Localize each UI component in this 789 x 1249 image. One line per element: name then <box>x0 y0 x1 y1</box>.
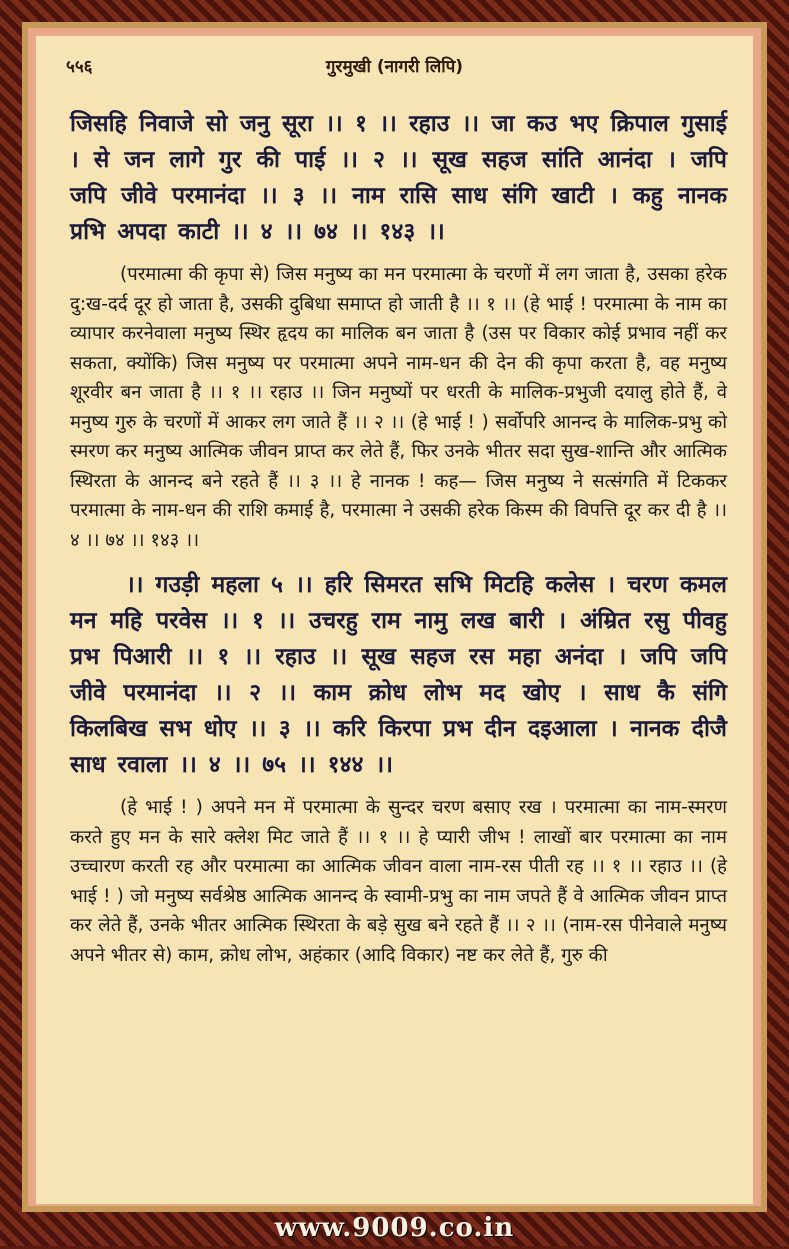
page-header <box>66 54 723 78</box>
page-content <box>70 106 727 982</box>
verse-block-2: ।। गउड़ी महला ५ ।। हरि सिमरत सभि मिटहि कलेस । चरण कमल मन महि परवेस ।। १ ।। उचरहु राम नामु लख बारी । अंम्रित रसु पीवहु प्रभ पिआरी ।। १ ।। रहाउ ।। सूख सहज रस महा अनंदा । जपि जपि जीवे परमानंदा ।। २ ।। काम क्रोध लोभ मद खोए । साध कै संगि किलबिख सभ धोए ।। ३ ।। करि किरपा प्रभ दीन दइआला । नानक दीजै साध रवाला ।। ४ ।। ७५ ।। १४४ ।। <box>70 572 727 778</box>
page-title: गुरमुखी (नागरी लिपि) <box>325 57 464 77</box>
meaning-block-2: (हे भाई ! ) अपने मन में परमात्मा के सुन्दर चरण बसाए रख । परमात्मा का नाम-स्मरण करते हुए मन के सारे क्लेश मिट जाते हैं ।। १ ।। हे प्यारी जीभ ! लाखों बार परमात्मा का नाम उच्चारण करती रह और परमात्मा का आत्मिक जीवन वाला नाम-रस पीती रह ।। १ ।। रहाउ ।। (हे भाई ! ) जो मनुष्य सर्वश्रेष्ठ आत्मिक आनन्द के स्वामी-प्रभु का नाम जपते हैं वे आत्मिक जीवन प्राप्त कर लेते हैं, उनके भीतर आत्मिक स्थिरता के बड़े सुख बने रहते हैं ।। २ ।। (नाम-रस पीनेवाले मनुष्य अपने भीतर से) काम, क्रोध लोभ, अहंकार (आदि विकार) नष्ट कर लेते हैं, गुरु की <box>70 797 727 966</box>
meaning-block-1: (परमात्मा की कृपा से) जिस मनुष्य का मन परमात्मा के चरणों में लग जाता है, उसका हरेक दु:ख-दर्द दूर हो जाता है, उसकी दुबिधा समाप्त हो जाती है ।। १ ।। (हे भाई ! परमात्मा के नाम का व्यापार करनेवाला मनुष्य स्थिर हृदय का मालिक बन जाता है (उस पर विकार कोई प्रभाव नहीं कर सकता, क्योंकि) जिस मनुष्य पर परमात्मा अपने नाम-धन की देन की कृपा करता है, वह मनुष्य शूरवीर बन जाता है ।। १ ।। रहाउ ।। जिन मनुष्यों पर धरती के मालिक-प्रभुजी दयालु होते हैं, वे मनुष्य गुरु के चरणों में आकर लग जाते हैं ।। २ ।। (हे भाई ! ) सर्वोपरि आनन्द के मालिक-प्रभु को स्मरण कर मनुष्य आत्मिक जीवन प्राप्त कर लेते हैं, फिर उनके भीतर सदा सुख-शान्ति और आत्मिक स्थिरता के आनन्द बने रहते हैं ।। ३ ।। हे नानक ! कह— जिस मनुष्य ने सत्संगति में टिककर परमात्मा के नाम-धन की राशि कमाई है, परमात्मा ने उसकी हरेक किस्म की विपत्ति दूर कर दी है ।। ४ ।। ७४ ।। १४३ ।। <box>70 264 727 551</box>
page-footer <box>0 1210 789 1246</box>
verse-block-1: जिसहि निवाजे सो जनु सूरा ।। १ ।। रहाउ ।। जा कउ भए क्रिपाल गुसाई । से जन लागे गुर की पाई ।। २ ।। सूख सहज सांति आनंदा । जपि जपि जीवे परमानंदा ।। ३ ।। नाम रासि साध संगि खाटी । कहु नानक प्रभि अपदा काटी ।। ४ ।। ७४ ।। १४३ ।। <box>70 111 727 245</box>
website-link[interactable]: www.9009.co.in <box>274 1213 515 1243</box>
page-paper <box>36 36 753 1204</box>
page-number: ५५६ <box>66 57 93 77</box>
